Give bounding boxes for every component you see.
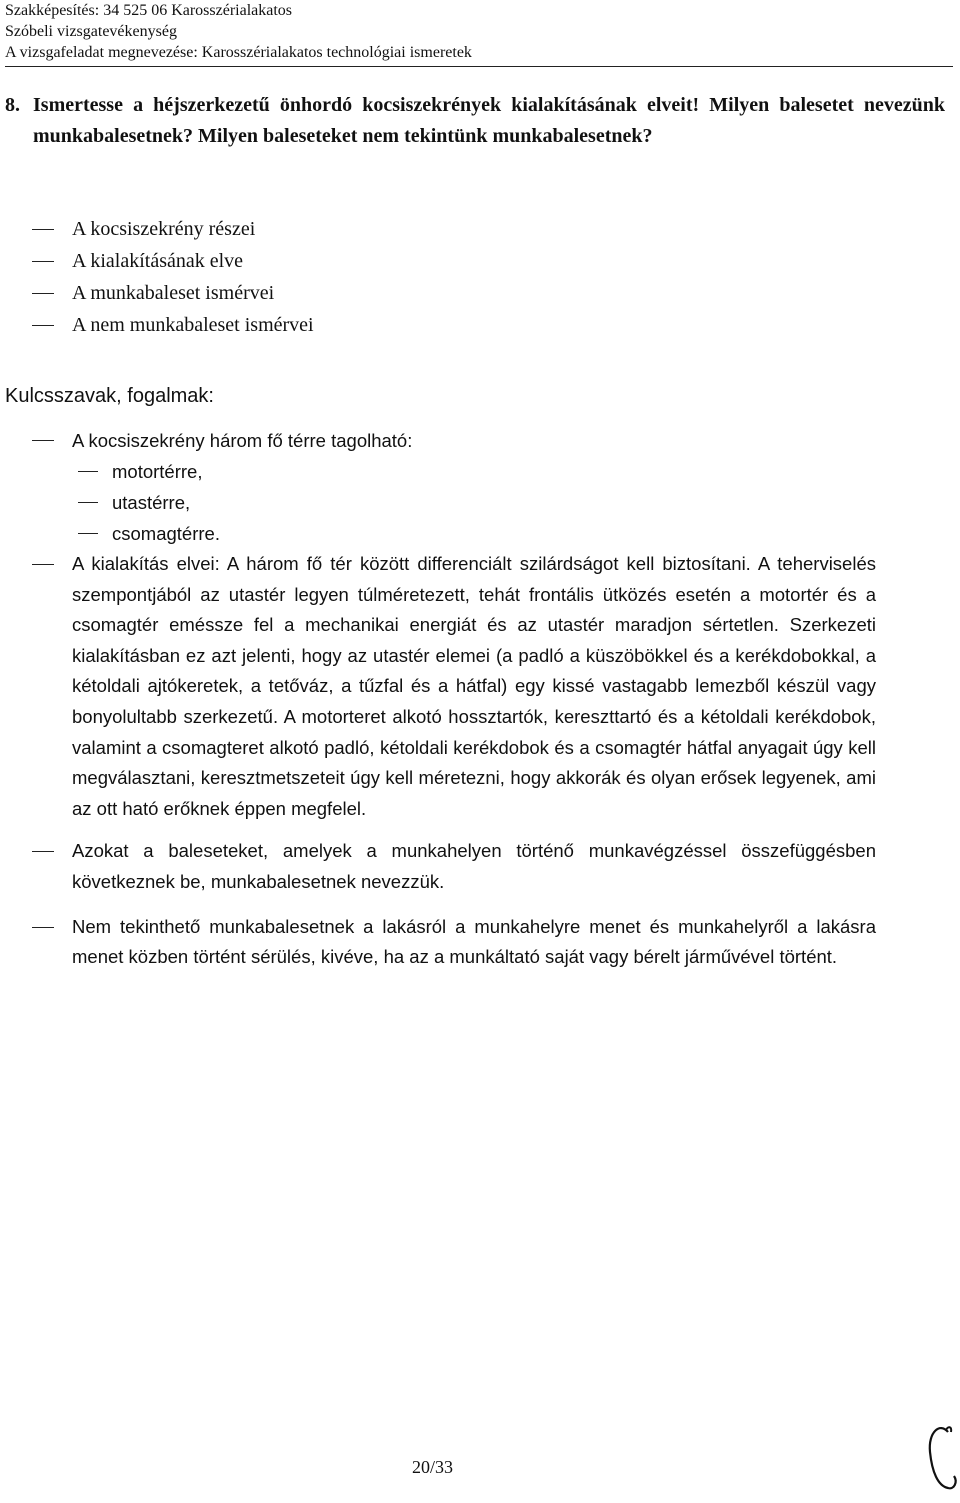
outline-item: A nem munkabaleset ismérvei	[0, 309, 960, 341]
non-work-accident-definition: Nem tekinthető munkabalesetnek a lakásról a munkahelyre menet és munkahelyről a lakásra menet közben történt sérülés, kivéve, ha az a munkáltató saját vagy bérelt járművével történt.	[0, 912, 960, 973]
space-item: motortérre,	[0, 456, 960, 487]
space-item: utastérre,	[0, 487, 960, 518]
header-divider	[5, 66, 953, 67]
page-header	[5, 0, 472, 63]
page-number: 20/33	[412, 1457, 454, 1477]
keywords-section	[0, 425, 960, 973]
outline-item: A kialakításának elve	[0, 245, 960, 277]
question-number: 8.	[5, 94, 20, 116]
work-accident-definition: Azokat a baleseteket, amelyek a munkahelyen történő munkavégzéssel összefüggésben következnek be, munkabalesetnek nevezzük.	[0, 836, 960, 897]
header-qualification: Szakképesítés: 34 525 06 Karosszérialakatos	[5, 2, 293, 19]
signature-mark	[918, 1418, 960, 1503]
header-exam-type: Szóbeli vizsgatevékenység	[5, 23, 177, 40]
header-task-name: A vizsgafeladat megnevezése: Karosszérialakatos technológiai ismeretek	[5, 44, 472, 61]
question	[5, 90, 945, 152]
space-item: csomagtérre.	[0, 518, 960, 549]
keywords-heading: Kulcsszavak, fogalmak:	[5, 385, 214, 407]
keywords-intro: A kocsiszekrény három fő térre tagolható:	[0, 425, 960, 456]
outline-item: A kocsiszekrény részei	[0, 213, 960, 245]
outline-item: A munkabaleset ismérvei	[0, 277, 960, 309]
design-principle-paragraph: A kialakítás elvei: A három fő tér között differenciált szilárdságot kell biztosítani. A teherviselés szempontjából az utastér legyen túlméretezett, tehát frontális ütközés esetén a motortér és a csomagtér eméssze fel a mechanikai energiát és az utastér maradjon sértetlen. Szerkezeti kialakításban ez azt jelenti, hogy az utastér elemei (a padló a küszöbökkel és a kerékdobokkal, a kétoldali ajtókeretek, a tetőváz, a tűzfal és a hátfal) egy kissé vastagabb lemezből készül vagy bonyolultabb szerkezetű. A motorteret alkotó hossztartók, kereszttartó és a kétoldali kerékdobok, valamint a csomagteret alkotó padló, kétoldali kerékdobok és a csomagtér hátfal anyagait úgy kell megválasztani, keresztmetszeteit úgy kell méretezni, hogy akkorák és olyan erősek legyenek, ami az ott ható erőknek éppen megfelel.	[0, 549, 960, 824]
outline-list	[0, 213, 960, 341]
question-text: Ismertesse a héjszerkezetű önhordó kocsiszekrények kialakításának elveit! Milyen balesetet nevezünk munkabalesetnek? Milyen baleseteket nem tekintünk munkabalesetnek?	[33, 94, 945, 147]
